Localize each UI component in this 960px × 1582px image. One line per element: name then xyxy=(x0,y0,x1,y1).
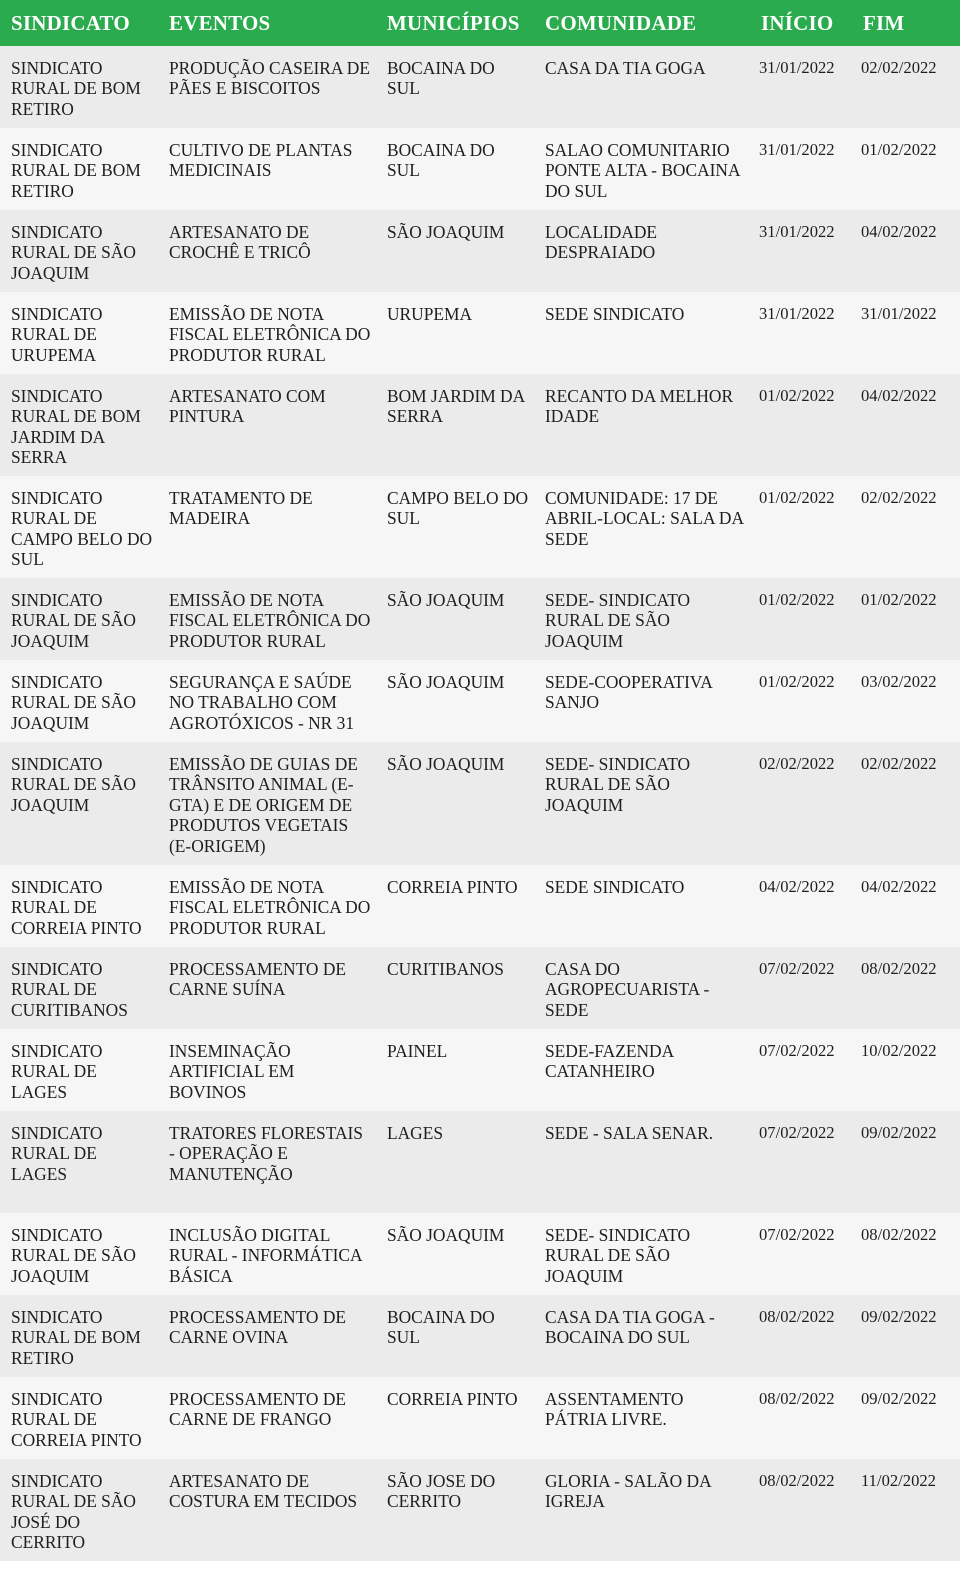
table-row xyxy=(0,128,960,210)
table-row xyxy=(0,578,960,660)
cell-sindicato: SINDICATO RURAL DE CORREIA PINTO xyxy=(11,877,142,938)
cell-municipio: SÃO JOAQUIM xyxy=(387,222,505,242)
cell-sindicato: SINDICATO RURAL DE CORREIA PINTO xyxy=(11,1389,142,1450)
cell-comunidade: LOCALIDADE DESPRAIADO xyxy=(545,222,658,263)
cell-comunidade: SEDE-COOPERATIVA SANJO xyxy=(545,672,712,713)
cell-municipio: PAINEL xyxy=(387,1041,448,1061)
cell-inicio: 31/01/2022 xyxy=(759,140,835,159)
cell-evento: SEGURANÇA E SAÚDE NO TRABALHO COM AGROTÓXICOS - NR 31 xyxy=(169,672,355,733)
cell-evento: PRODUÇÃO CASEIRA DE PÃES E BISCOITOS xyxy=(169,58,370,99)
cell-municipio: BOCAINA DO SUL xyxy=(387,140,495,181)
cell-evento: ARTESANATO COM PINTURA xyxy=(169,386,326,427)
cell-sindicato: SINDICATO RURAL DE SÃO JOAQUIM xyxy=(11,1225,136,1286)
table-body xyxy=(0,46,960,1561)
cell-fim: 01/02/2022 xyxy=(861,590,937,609)
cell-evento: INSEMINAÇÃO ARTIFICIAL EM BOVINOS xyxy=(169,1041,295,1102)
cell-municipio: SÃO JOAQUIM xyxy=(387,590,505,610)
cell-comunidade: GLORIA - SALÃO DA IGREJA xyxy=(545,1471,711,1512)
cell-municipio: SÃO JOAQUIM xyxy=(387,1225,505,1245)
table-row xyxy=(0,1213,960,1295)
cell-evento: EMISSÃO DE NOTA FISCAL ELETRÔNICA DO PRODUTOR RURAL xyxy=(169,877,371,938)
cell-fim: 02/02/2022 xyxy=(861,488,937,507)
cell-evento: PROCESSAMENTO DE CARNE OVINA xyxy=(169,1307,346,1348)
cell-fim: 09/02/2022 xyxy=(861,1389,937,1408)
cell-municipio: SÃO JOAQUIM xyxy=(387,672,505,692)
cell-municipio: BOCAINA DO SUL xyxy=(387,1307,495,1348)
cell-evento: ARTESANATO DE CROCHÊ E TRICÔ xyxy=(169,222,311,263)
cell-comunidade: SEDE- SINDICATO RURAL DE SÃO JOAQUIM xyxy=(545,590,691,651)
cell-comunidade: CASA DO AGROPECUARISTA - SEDE xyxy=(545,959,710,1020)
cell-comunidade: CASA DA TIA GOGA - BOCAINA DO SUL xyxy=(545,1307,715,1348)
cell-fim: 04/02/2022 xyxy=(861,877,937,896)
table-row xyxy=(0,46,960,128)
cell-sindicato: SINDICATO RURAL DE CAMPO BELO DO SUL xyxy=(11,488,153,570)
cell-municipio: URUPEMA xyxy=(387,304,473,324)
cell-evento: INCLUSÃO DIGITAL RURAL - INFORMÁTICA BÁSICA xyxy=(169,1225,362,1286)
cell-inicio: 31/01/2022 xyxy=(759,304,835,323)
cell-municipio: BOCAINA DO SUL xyxy=(387,58,495,99)
cell-comunidade: ASSENTAMENTO PÁTRIA LIVRE. xyxy=(545,1389,684,1430)
cell-inicio: 07/02/2022 xyxy=(759,959,835,978)
cell-sindicato: SINDICATO RURAL DE LAGES xyxy=(11,1123,103,1184)
table-row xyxy=(0,1295,960,1377)
table-row xyxy=(0,1459,960,1561)
cell-sindicato: SINDICATO RURAL DE BOM RETIRO xyxy=(11,1307,141,1368)
cell-municipio: CORREIA PINTO xyxy=(387,877,518,897)
cell-comunidade: RECANTO DA MELHOR IDADE xyxy=(545,386,734,427)
cell-sindicato: SINDICATO RURAL DE BOM JARDIM DA SERRA xyxy=(11,386,141,468)
cell-inicio: 08/02/2022 xyxy=(759,1307,835,1326)
header-eventos: EVENTOS xyxy=(169,10,271,35)
table-row xyxy=(0,660,960,742)
cell-inicio: 08/02/2022 xyxy=(759,1471,835,1490)
cell-municipio: SÃO JOAQUIM xyxy=(387,754,505,774)
table-row xyxy=(0,374,960,476)
cell-comunidade: SEDE SINDICATO xyxy=(545,877,685,897)
cell-sindicato: SINDICATO RURAL DE SÃO JOAQUIM xyxy=(11,672,136,733)
cell-sindicato: SINDICATO RURAL DE SÃO JOAQUIM xyxy=(11,754,136,815)
table-row xyxy=(0,742,960,865)
cell-inicio: 07/02/2022 xyxy=(759,1225,835,1244)
cell-sindicato: SINDICATO RURAL DE SÃO JOAQUIM xyxy=(11,590,136,651)
cell-inicio: 07/02/2022 xyxy=(759,1123,835,1142)
cell-comunidade: SEDE- SINDICATO RURAL DE SÃO JOAQUIM xyxy=(545,754,691,815)
cell-inicio: 01/02/2022 xyxy=(759,672,835,691)
header-inicio: INÍCIO xyxy=(761,10,834,35)
cell-sindicato: SINDICATO RURAL DE URUPEMA xyxy=(11,304,103,365)
cell-inicio: 07/02/2022 xyxy=(759,1041,835,1060)
cell-municipio: BOM JARDIM DA SERRA xyxy=(387,386,525,427)
cell-inicio: 02/02/2022 xyxy=(759,754,835,773)
cell-sindicato: SINDICATO RURAL DE SÃO JOAQUIM xyxy=(11,222,136,283)
header-municipios: MUNICÍPIOS xyxy=(387,10,520,35)
cell-fim: 10/02/2022 xyxy=(861,1041,937,1060)
cell-evento: ARTESANATO DE COSTURA EM TECIDOS xyxy=(169,1471,358,1512)
table-row xyxy=(0,865,960,947)
cell-municipio: CORREIA PINTO xyxy=(387,1389,518,1409)
cell-inicio: 08/02/2022 xyxy=(759,1389,835,1408)
cell-comunidade: SALAO COMUNITARIO PONTE ALTA - BOCAINA DO SUL xyxy=(545,140,740,201)
cell-fim: 09/02/2022 xyxy=(861,1123,937,1142)
cell-evento: CULTIVO DE PLANTAS MEDICINAIS xyxy=(169,140,353,181)
cell-evento: PROCESSAMENTO DE CARNE SUÍNA xyxy=(169,959,346,1000)
cell-evento: PROCESSAMENTO DE CARNE DE FRANGO xyxy=(169,1389,346,1430)
cell-inicio: 01/02/2022 xyxy=(759,590,835,609)
cell-sindicato: SINDICATO RURAL DE BOM RETIRO xyxy=(11,58,141,119)
cell-inicio: 01/02/2022 xyxy=(759,386,835,405)
cell-comunidade: COMUNIDADE: 17 DE ABRIL-LOCAL: SALA DA SEDE xyxy=(545,488,744,549)
cell-evento: TRATORES FLORESTAIS - OPERAÇÃO E MANUTENÇÃO xyxy=(169,1123,363,1184)
header-row xyxy=(0,0,960,46)
table-row xyxy=(0,292,960,374)
cell-fim: 04/02/2022 xyxy=(861,386,937,405)
cell-fim: 04/02/2022 xyxy=(861,222,937,241)
cell-evento: TRATAMENTO DE MADEIRA xyxy=(169,488,313,529)
table-row xyxy=(0,947,960,1029)
cell-evento: EMISSÃO DE NOTA FISCAL ELETRÔNICA DO PRODUTOR RURAL xyxy=(169,304,371,365)
cell-comunidade: SEDE- SINDICATO RURAL DE SÃO JOAQUIM xyxy=(545,1225,691,1286)
cell-inicio: 31/01/2022 xyxy=(759,222,835,241)
cell-comunidade: CASA DA TIA GOGA xyxy=(545,58,706,78)
cell-inicio: 04/02/2022 xyxy=(759,877,835,896)
cell-municipio: LAGES xyxy=(387,1123,444,1143)
cell-inicio: 01/02/2022 xyxy=(759,488,835,507)
cell-fim: 31/01/2022 xyxy=(861,304,937,323)
cell-sindicato: SINDICATO RURAL DE SÃO JOSÉ DO CERRITO xyxy=(11,1471,136,1553)
cell-fim: 08/02/2022 xyxy=(861,1225,937,1244)
cell-fim: 01/02/2022 xyxy=(861,140,937,159)
cell-municipio: CURITIBANOS xyxy=(387,959,504,979)
cell-comunidade: SEDE - SALA SENAR. xyxy=(545,1123,714,1143)
cell-fim: 08/02/2022 xyxy=(861,959,937,978)
cell-comunidade: SEDE-FAZENDA CATANHEIRO xyxy=(545,1041,674,1082)
cell-sindicato: SINDICATO RURAL DE LAGES xyxy=(11,1041,103,1102)
cell-sindicato: SINDICATO RURAL DE BOM RETIRO xyxy=(11,140,141,201)
table-row xyxy=(0,476,960,578)
cell-municipio: SÃO JOSE DO CERRITO xyxy=(387,1471,496,1512)
header-fim: FIM xyxy=(863,10,905,35)
cell-evento: EMISSÃO DE NOTA FISCAL ELETRÔNICA DO PRODUTOR RURAL xyxy=(169,590,371,651)
table-row xyxy=(0,210,960,292)
table-row xyxy=(0,1377,960,1459)
header-sindicato: SINDICATO xyxy=(11,10,130,35)
cell-inicio: 31/01/2022 xyxy=(759,58,835,77)
cell-fim: 03/02/2022 xyxy=(861,672,937,691)
cell-evento: EMISSÃO DE GUIAS DE TRÂNSITO ANIMAL (E-GTA) E DE ORIGEM DE PRODUTOS VEGETAIS (E-ORIGEM) xyxy=(169,754,358,856)
header-comunidade: COMUNIDADE xyxy=(545,10,697,35)
cell-fim: 02/02/2022 xyxy=(861,58,937,77)
cell-fim: 11/02/2022 xyxy=(861,1471,936,1490)
cell-fim: 09/02/2022 xyxy=(861,1307,937,1326)
table-row xyxy=(0,1111,960,1213)
cell-municipio: CAMPO BELO DO SUL xyxy=(387,488,529,529)
cell-fim: 02/02/2022 xyxy=(861,754,937,773)
table-header xyxy=(0,0,960,46)
table-row xyxy=(0,1029,960,1111)
cell-sindicato: SINDICATO RURAL DE CURITIBANOS xyxy=(11,959,128,1020)
cell-comunidade: SEDE SINDICATO xyxy=(545,304,685,324)
